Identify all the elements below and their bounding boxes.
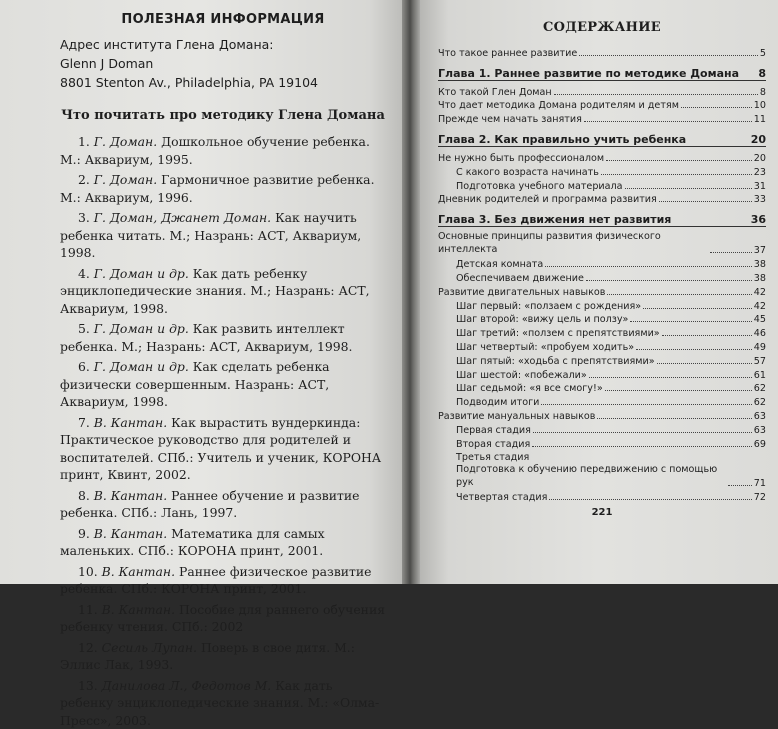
toc-entry bbox=[438, 84, 766, 98]
toc-entry-page: 38 bbox=[754, 259, 766, 270]
toc-entry-title: Шаг шестой: «побежали» bbox=[456, 370, 587, 381]
toc-leader-dots bbox=[607, 294, 751, 295]
reference-item bbox=[60, 414, 386, 484]
reference-text: Как дать ребенку энциклопедические знания. М.; Назрань: АСТ, Аквариум, 1998. bbox=[60, 266, 370, 316]
toc-entry bbox=[438, 450, 766, 464]
reference-author: В. Кантан. bbox=[94, 415, 167, 430]
toc-entry bbox=[438, 178, 766, 192]
toc-entry-title: Подводим итоги bbox=[456, 397, 539, 408]
toc-entry-title: Шаг четвертый: «пробуем ходить» bbox=[456, 342, 634, 353]
page-title: ПОЛЕЗНАЯ ИНФОРМАЦИЯ bbox=[60, 12, 386, 27]
toc-leader-dots bbox=[605, 390, 752, 391]
reference-item bbox=[60, 487, 386, 522]
address-line: 8801 Stenton Av., Philadelphia, PA 19104 bbox=[60, 73, 386, 92]
toc-leader-dots bbox=[630, 321, 751, 322]
toc-entry bbox=[438, 381, 766, 395]
toc-leader-dots bbox=[710, 252, 752, 253]
toc-leader-dots bbox=[597, 418, 751, 419]
institute-address bbox=[60, 35, 386, 92]
toc-entry bbox=[438, 408, 766, 422]
reference-number: 11. bbox=[78, 602, 98, 617]
toc-entry bbox=[438, 298, 766, 312]
toc-entry-page: 11 bbox=[754, 114, 766, 125]
toc-entry-page: 63 bbox=[754, 411, 766, 422]
toc-entry-page: 5 bbox=[760, 48, 766, 59]
toc-entry-page: 10 bbox=[754, 100, 766, 111]
toc-entry-page: 63 bbox=[754, 425, 766, 436]
reference-text: Как научить ребенка читать. М.; Назрань: АСТ, Аквариум, 1998. bbox=[60, 210, 361, 260]
toc-entry-title: Дневник родителей и программа развития bbox=[438, 194, 657, 205]
reference-number: 8. bbox=[78, 488, 90, 503]
toc-entry bbox=[438, 150, 766, 164]
toc-entry-page: 20 bbox=[751, 133, 766, 146]
toc-entry-page: 37 bbox=[754, 245, 766, 256]
reference-number: 13. bbox=[78, 678, 98, 693]
toc-entry-page: 69 bbox=[754, 439, 766, 450]
toc-leader-dots bbox=[532, 446, 752, 447]
toc-entry bbox=[438, 339, 766, 353]
toc-leader-dots bbox=[533, 432, 752, 433]
reference-number: 9. bbox=[78, 526, 90, 541]
table-of-contents bbox=[438, 45, 766, 503]
toc-entry-title: Шаг второй: «вижу цель и ползу» bbox=[456, 314, 628, 325]
toc-leader-dots bbox=[643, 308, 752, 309]
toc-entry-title: Развитие мануальных навыков bbox=[438, 411, 595, 422]
reference-number: 7. bbox=[78, 415, 90, 430]
reference-item bbox=[60, 525, 386, 560]
toc-entry-page: 42 bbox=[754, 287, 766, 298]
reference-number: 10. bbox=[78, 564, 98, 579]
toc-entry-title: С какого возраста начинать bbox=[456, 167, 599, 178]
toc-entry-title: Развитие двигательных навыков bbox=[438, 287, 605, 298]
toc-entry-page: 36 bbox=[751, 213, 766, 226]
toc-entry-title: Вторая стадия bbox=[456, 439, 530, 450]
toc-entry bbox=[438, 98, 766, 112]
reference-text: Поверь в свое дитя. М.: Эллис Лак, 1993. bbox=[60, 640, 355, 673]
toc-entry-title: Шаг третий: «ползем с препятствиями» bbox=[456, 328, 660, 339]
reference-author: Г. Доман. bbox=[94, 172, 157, 187]
toc-leader-dots bbox=[584, 121, 752, 122]
toc-leader-dots bbox=[728, 485, 752, 486]
toc-entry-page: 8 bbox=[758, 67, 766, 80]
left-page bbox=[0, 0, 402, 584]
toc-leader-dots bbox=[662, 335, 752, 336]
toc-leader-dots bbox=[579, 55, 758, 56]
reference-number: 2. bbox=[78, 172, 90, 187]
toc-entry-title: Первая стадия bbox=[456, 425, 531, 436]
toc-entry-page: 45 bbox=[754, 314, 766, 325]
reference-author: Данилова Л., Федотов М. bbox=[102, 678, 272, 693]
reference-text: Как развить интеллект ребенка. М.; Назрань: АСТ, Аквариум, 1998. bbox=[60, 321, 352, 354]
reference-number: 12. bbox=[78, 640, 98, 655]
toc-leader-dots bbox=[659, 201, 752, 202]
reference-author: В. Кантан. bbox=[94, 526, 167, 541]
toc-leader-dots bbox=[657, 363, 752, 364]
toc-entry bbox=[438, 489, 766, 503]
toc-entry-title: Обеспечиваем движение bbox=[456, 273, 584, 284]
reference-item bbox=[60, 601, 386, 636]
reading-list-title: Что почитать про методику Глена Домана bbox=[60, 108, 386, 123]
toc-entry bbox=[438, 312, 766, 326]
toc-leader-dots bbox=[545, 266, 752, 267]
reference-item bbox=[60, 677, 386, 729]
toc-entry-title: Основные принципы развития физического интеллекта bbox=[438, 231, 708, 256]
toc-entry-page: 23 bbox=[754, 167, 766, 178]
toc-entry-page: 72 bbox=[754, 492, 766, 503]
toc-leader-dots bbox=[589, 377, 752, 378]
reference-author: Г. Доман и др. bbox=[94, 359, 189, 374]
toc-leader-dots bbox=[541, 404, 751, 405]
reference-author: В. Кантан. bbox=[102, 602, 175, 617]
toc-leader-dots bbox=[625, 188, 752, 189]
reference-number: 4. bbox=[78, 266, 90, 281]
toc-entry-title: Подготовка к обучению передвижению с помощью рук bbox=[456, 464, 726, 489]
toc-leader-dots bbox=[606, 160, 752, 161]
toc-entry bbox=[438, 325, 766, 339]
toc-entry bbox=[438, 164, 766, 178]
reference-item bbox=[60, 171, 386, 206]
book-gutter bbox=[402, 0, 420, 584]
toc-leader-dots bbox=[554, 94, 758, 95]
reference-item bbox=[60, 563, 386, 598]
toc-entry-title: Подготовка учебного материала bbox=[456, 181, 623, 192]
reference-item bbox=[60, 639, 386, 674]
reference-author: Г. Доман и др. bbox=[94, 266, 189, 281]
address-line: Адрес института Глена Домана: bbox=[60, 35, 386, 54]
toc-entry bbox=[438, 394, 766, 408]
reference-author: Г. Доман, Джанет Доман. bbox=[94, 210, 271, 225]
reference-author: Сесиль Лупан. bbox=[102, 640, 197, 655]
toc-entry-page: 61 bbox=[754, 370, 766, 381]
reference-item bbox=[60, 358, 386, 411]
reference-author: Г. Доман и др. bbox=[94, 321, 189, 336]
toc-entry-page: 71 bbox=[754, 478, 766, 489]
toc-chapter bbox=[438, 64, 766, 81]
reference-number: 3. bbox=[78, 210, 90, 225]
toc-entry-page: 38 bbox=[754, 273, 766, 284]
reference-text: Дошкольное обучение ребенка. М.: Аквариум, 1995. bbox=[60, 134, 370, 167]
toc-leader-dots bbox=[586, 280, 752, 281]
reference-text: Как сделать ребенка физически совершенным. Назрань: АСТ, Аквариум, 1998. bbox=[60, 359, 330, 409]
toc-entry bbox=[438, 422, 766, 436]
toc-entry-page: 57 bbox=[754, 356, 766, 367]
toc-leader-dots bbox=[549, 499, 751, 500]
toc-entry-title: Шаг пятый: «ходьба с препятствиями» bbox=[456, 356, 655, 367]
toc-entry bbox=[438, 284, 766, 298]
reference-text: Пособие для раннего обучения ребенку чтения. СПб.: 2002 bbox=[60, 602, 385, 635]
toc-entry bbox=[438, 436, 766, 450]
reference-author: В. Кантан. bbox=[102, 564, 175, 579]
reference-item bbox=[60, 209, 386, 262]
toc-entry-title: Шаг первый: «ползаем с рождения» bbox=[456, 301, 641, 312]
address-line: Glenn J Doman bbox=[60, 54, 386, 73]
toc-leader-dots bbox=[636, 349, 752, 350]
toc-entry-page: 49 bbox=[754, 342, 766, 353]
reference-text: Как вырастить вундеркинда: Практическое руководство для родителей и воспитателей. СПб.: Учитель и ученик, КОРОНА принт, Квинт, 2002. bbox=[60, 415, 381, 483]
toc-entry bbox=[438, 230, 766, 256]
toc-chapter bbox=[438, 130, 766, 147]
toc-entry-page: 62 bbox=[754, 397, 766, 408]
right-page bbox=[420, 0, 778, 584]
toc-entry-page: 42 bbox=[754, 301, 766, 312]
toc-entry-title: Детская комната bbox=[456, 259, 543, 270]
toc-entry-title: Что дает методика Домана родителям и детям bbox=[438, 100, 679, 111]
toc-entry bbox=[438, 270, 766, 284]
reference-text: Математика для самых маленьких. СПб.: КОРОНА принт, 2001. bbox=[60, 526, 325, 559]
toc-entry bbox=[438, 256, 766, 270]
reference-text: Как дать ребенку энциклопедические знания. М.: «Олма-Пресс», 2003. bbox=[60, 678, 379, 728]
toc-leader-dots bbox=[601, 174, 752, 175]
reference-item bbox=[60, 320, 386, 355]
toc-entry bbox=[438, 367, 766, 381]
toc-title: СОДЕРЖАНИЕ bbox=[438, 20, 766, 35]
toc-entry-title: Глава 2. Как правильно учить ребенка bbox=[438, 133, 686, 146]
toc-entry-title: Не нужно быть профессионалом bbox=[438, 153, 604, 164]
reference-text: Раннее обучение и развитие ребенка. СПб.: Лань, 1997. bbox=[60, 488, 359, 521]
reference-number: 6. bbox=[78, 359, 90, 374]
toc-entry bbox=[438, 463, 766, 489]
toc-entry-page: 62 bbox=[754, 383, 766, 394]
toc-entry-page: 33 bbox=[754, 194, 766, 205]
reference-text: Гармоничное развитие ребенка. М.: Аквариум, 1996. bbox=[60, 172, 375, 205]
reference-author: В. Кантан. bbox=[94, 488, 167, 503]
toc-entry bbox=[438, 353, 766, 367]
toc-entry-title: Шаг седьмой: «я все смогу!» bbox=[456, 383, 603, 394]
reference-item bbox=[60, 133, 386, 168]
reference-item bbox=[60, 265, 386, 318]
reference-list bbox=[60, 133, 386, 729]
toc-entry-title: Четвертая стадия bbox=[456, 492, 547, 503]
toc-entry bbox=[438, 45, 766, 59]
page-number: 221 bbox=[438, 507, 766, 518]
toc-entry-page: 46 bbox=[754, 328, 766, 339]
toc-entry-title: Что такое раннее развитие bbox=[438, 48, 577, 59]
toc-entry-title: Прежде чем начать занятия bbox=[438, 114, 582, 125]
reference-text: Раннее физическое развитие ребенка. СПб.: КОРОНА принт, 2001. bbox=[60, 564, 372, 597]
toc-chapter bbox=[438, 210, 766, 227]
toc-entry-title: Глава 3. Без движения нет развития bbox=[438, 213, 671, 226]
toc-leader-dots bbox=[681, 107, 752, 108]
toc-entry-page: 8 bbox=[760, 87, 766, 98]
reference-author: Г. Доман. bbox=[94, 134, 157, 149]
toc-entry bbox=[438, 192, 766, 206]
reference-number: 1. bbox=[78, 134, 90, 149]
toc-entry-title: Третья стадия bbox=[456, 452, 529, 463]
reference-number: 5. bbox=[78, 321, 90, 336]
toc-entry-page: 20 bbox=[754, 153, 766, 164]
toc-entry bbox=[438, 111, 766, 125]
toc-entry-page: 31 bbox=[754, 181, 766, 192]
toc-entry-title: Глава 1. Раннее развитие по методике Домана bbox=[438, 67, 739, 80]
toc-entry-title: Кто такой Глен Доман bbox=[438, 87, 552, 98]
